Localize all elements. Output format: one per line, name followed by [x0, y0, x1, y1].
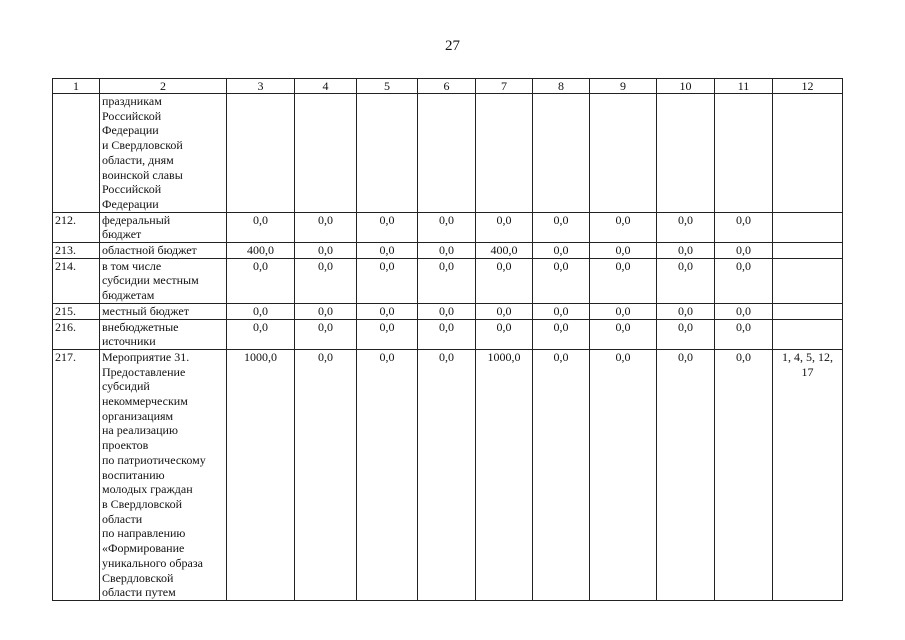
value-cell: 0,0 [357, 349, 418, 600]
description-line: внебюджетные [102, 319, 179, 334]
value-cell: 0,0 [418, 303, 476, 319]
column-header: 2 [100, 79, 227, 94]
description-line: и Свердловской [102, 138, 183, 153]
row-number: 214. [53, 258, 100, 303]
row-number: 217. [53, 349, 100, 600]
value-cell: 0,0 [418, 243, 476, 259]
target-indicators [773, 319, 843, 349]
value-cell [657, 94, 715, 213]
row-description [100, 243, 227, 259]
row-description [100, 94, 227, 213]
value-cell: 0,0 [418, 349, 476, 600]
column-header: 5 [357, 79, 418, 94]
description-line: области путем [102, 585, 176, 600]
description-line: области [102, 511, 143, 526]
row-number: 216. [53, 319, 100, 349]
value-cell: 0,0 [357, 243, 418, 259]
description-line: местный бюджет [102, 303, 189, 318]
value-cell [476, 94, 533, 213]
description-line: в том числе [102, 258, 162, 273]
row-description [100, 212, 227, 242]
row-number [53, 94, 100, 213]
value-cell [590, 94, 657, 213]
value-cell [715, 94, 773, 213]
value-cell: 0,0 [715, 303, 773, 319]
value-cell: 0,0 [657, 303, 715, 319]
description-line: областной бюджет [102, 243, 197, 258]
value-cell: 0,0 [533, 212, 590, 242]
column-header: 4 [295, 79, 357, 94]
description-line: молодых граждан [102, 482, 193, 497]
table-row [53, 319, 843, 349]
description-line: некоммерческим [102, 394, 188, 409]
value-cell: 0,0 [418, 212, 476, 242]
description-line: субсидии местным [102, 273, 199, 288]
target-indicators [773, 258, 843, 303]
column-header: 8 [533, 79, 590, 94]
value-cell [418, 94, 476, 213]
row-description [100, 303, 227, 319]
description-line: по направлению [102, 526, 186, 541]
table-row [53, 303, 843, 319]
value-cell: 0,0 [715, 319, 773, 349]
description-line: уникального образа [102, 555, 203, 570]
value-cell [227, 94, 295, 213]
description-line: по патриотическому [102, 452, 206, 467]
table-row [53, 94, 843, 213]
value-cell: 0,0 [657, 319, 715, 349]
row-description [100, 349, 227, 600]
description-line: бюджет [102, 227, 142, 242]
column-header: 9 [590, 79, 657, 94]
column-header: 1 [53, 79, 100, 94]
value-cell: 0,0 [476, 303, 533, 319]
value-cell: 0,0 [715, 243, 773, 259]
row-number: 213. [53, 243, 100, 259]
target-indicators [773, 243, 843, 259]
description-line: Российской [102, 108, 162, 123]
description-line: бюджетам [102, 288, 155, 303]
value-cell: 0,0 [533, 319, 590, 349]
table-body [53, 79, 843, 601]
target-indicators [773, 94, 843, 213]
value-cell: 0,0 [357, 319, 418, 349]
value-cell [357, 94, 418, 213]
value-cell: 0,0 [227, 319, 295, 349]
column-header: 3 [227, 79, 295, 94]
value-cell: 0,0 [476, 212, 533, 242]
value-cell: 0,0 [657, 349, 715, 600]
description-line: проектов [102, 438, 149, 453]
value-cell: 0,0 [715, 349, 773, 600]
column-header: 6 [418, 79, 476, 94]
value-cell: 0,0 [657, 258, 715, 303]
value-cell: 0,0 [295, 258, 357, 303]
description-line: воинской славы [102, 167, 183, 182]
value-cell: 0,0 [227, 303, 295, 319]
table-row [53, 258, 843, 303]
target-indicators: 1, 4, 5, 12, 17 [773, 349, 843, 600]
row-description [100, 319, 227, 349]
value-cell: 0,0 [357, 258, 418, 303]
value-cell: 0,0 [657, 243, 715, 259]
value-cell: 0,0 [533, 243, 590, 259]
description-line: воспитанию [102, 467, 165, 482]
value-cell: 1000,0 [227, 349, 295, 600]
value-cell: 0,0 [295, 319, 357, 349]
value-cell: 0,0 [476, 258, 533, 303]
value-cell: 0,0 [590, 258, 657, 303]
value-cell: 0,0 [295, 349, 357, 600]
description-line: на реализацию [102, 423, 178, 438]
value-cell: 0,0 [476, 319, 533, 349]
value-cell: 0,0 [295, 243, 357, 259]
row-description [100, 258, 227, 303]
value-cell: 400,0 [227, 243, 295, 259]
table-row [53, 243, 843, 259]
description-line: «Формирование [102, 541, 185, 556]
value-cell: 0,0 [590, 319, 657, 349]
description-line: Свердловской [102, 570, 174, 585]
target-indicators [773, 212, 843, 242]
value-cell [295, 94, 357, 213]
value-cell: 400,0 [476, 243, 533, 259]
row-number: 212. [53, 212, 100, 242]
table-row [53, 349, 843, 600]
description-line: праздникам [102, 94, 162, 108]
description-line: Предоставление [102, 364, 186, 379]
value-cell: 0,0 [533, 303, 590, 319]
target-indicators [773, 303, 843, 319]
value-cell: 0,0 [590, 349, 657, 600]
value-cell: 0,0 [357, 212, 418, 242]
column-header: 12 [773, 79, 843, 94]
value-cell: 0,0 [295, 303, 357, 319]
description-line: федеральный [102, 212, 171, 227]
value-cell: 0,0 [227, 258, 295, 303]
value-cell: 0,0 [357, 303, 418, 319]
value-cell: 1000,0 [476, 349, 533, 600]
row-number: 215. [53, 303, 100, 319]
value-cell: 0,0 [533, 258, 590, 303]
description-line: в Свердловской [102, 496, 183, 511]
value-cell: 0,0 [715, 212, 773, 242]
value-cell: 0,0 [227, 212, 295, 242]
value-cell: 0,0 [657, 212, 715, 242]
column-header: 7 [476, 79, 533, 94]
column-header: 11 [715, 79, 773, 94]
value-cell: 0,0 [715, 258, 773, 303]
description-line: организациям [102, 408, 174, 423]
budget-table [52, 78, 843, 601]
description-line: Мероприятие 31. [102, 349, 190, 364]
description-line: источники [102, 334, 156, 349]
description-line: Российской [102, 182, 162, 197]
table-row [53, 212, 843, 242]
value-cell: 0,0 [533, 349, 590, 600]
value-cell: 0,0 [418, 258, 476, 303]
column-header: 10 [657, 79, 715, 94]
value-cell: 0,0 [590, 212, 657, 242]
header-row [53, 79, 843, 94]
value-cell: 0,0 [295, 212, 357, 242]
description-line: Федерации [102, 196, 159, 211]
description-line: субсидий [102, 379, 150, 394]
description-line: Федерации [102, 123, 159, 138]
value-cell: 0,0 [590, 243, 657, 259]
description-line: области, дням [102, 152, 174, 167]
value-cell: 0,0 [590, 303, 657, 319]
page-number: 27 [445, 38, 460, 54]
value-cell: 0,0 [418, 319, 476, 349]
value-cell [533, 94, 590, 213]
